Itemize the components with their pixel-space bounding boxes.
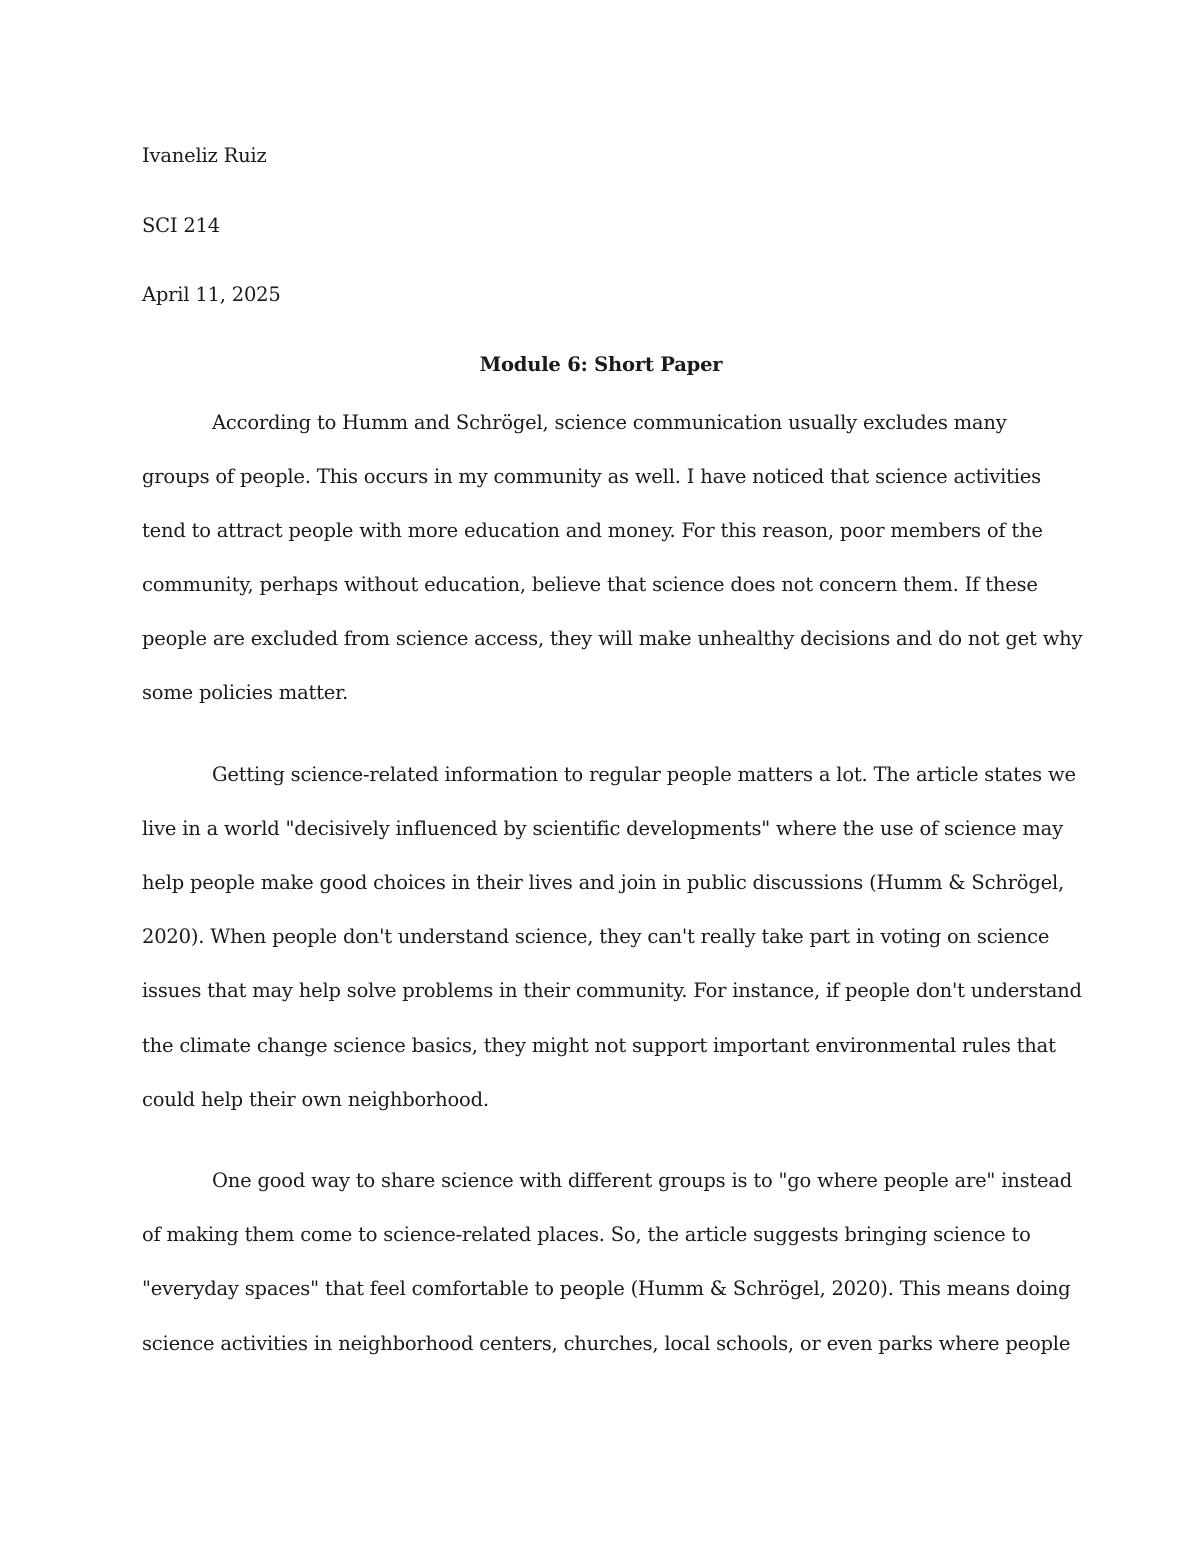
paragraph-line: could help their own neighborhood. xyxy=(142,1087,489,1111)
paper-date: April 11, 2025 xyxy=(142,283,281,306)
paragraph-line: According to Humm and Schrögel, science communication usually excludes many xyxy=(212,410,1007,434)
paragraph-line: live in a world "decisively influenced by scientific developments" where the use of science may xyxy=(142,816,1063,840)
course-code: SCI 214 xyxy=(142,213,220,237)
paragraph-line: "everyday spaces" that feel comfortable to people (Humm & Schrögel, 2020). This means doing xyxy=(142,1277,1071,1301)
paragraph-line: 2020). When people don't understand science, they can't really take part in voting on science xyxy=(142,925,1050,949)
author-name: Ivaneliz Ruiz xyxy=(142,144,267,167)
paragraph-3 xyxy=(142,1161,1073,1378)
paragraph-line: some policies matter. xyxy=(142,681,349,705)
paper-title: Module 6: Short Paper xyxy=(479,352,723,376)
paragraph-line: One good way to share science with different groups is to "go where people are" instead xyxy=(212,1168,1073,1192)
document-body xyxy=(142,136,1083,1405)
paragraph-line: groups of people. This occurs in my community as well. I have noticed that science activities xyxy=(142,464,1041,488)
paragraph-line: community, perhaps without education, believe that science does not concern them. If these xyxy=(142,573,1038,597)
paragraph-line: issues that may help solve problems in their community. For instance, if people don't understand xyxy=(142,979,1082,1003)
paragraph-line: Getting science-related information to regular people matters a lot. The article states we xyxy=(212,762,1076,786)
paragraph-2 xyxy=(142,755,1082,1134)
paragraph-line: tend to attract people with more education and money. For this reason, poor members of the xyxy=(142,518,1043,542)
paragraph-line: help people make good choices in their lives and join in public discussions (Humm & Schrögel, xyxy=(142,871,1064,894)
paragraph-line: the climate change science basics, they might not support important environmental rules that xyxy=(142,1033,1056,1057)
paragraph-line: of making them come to science-related places. So, the article suggests bringing science to xyxy=(142,1223,1031,1247)
paragraph-1 xyxy=(142,403,1083,728)
paragraph-line: people are excluded from science access, they will make unhealthy decisions and do not get why xyxy=(142,627,1083,651)
paragraph-line: science activities in neighborhood centers, churches, local schools, or even parks where people xyxy=(142,1331,1071,1355)
